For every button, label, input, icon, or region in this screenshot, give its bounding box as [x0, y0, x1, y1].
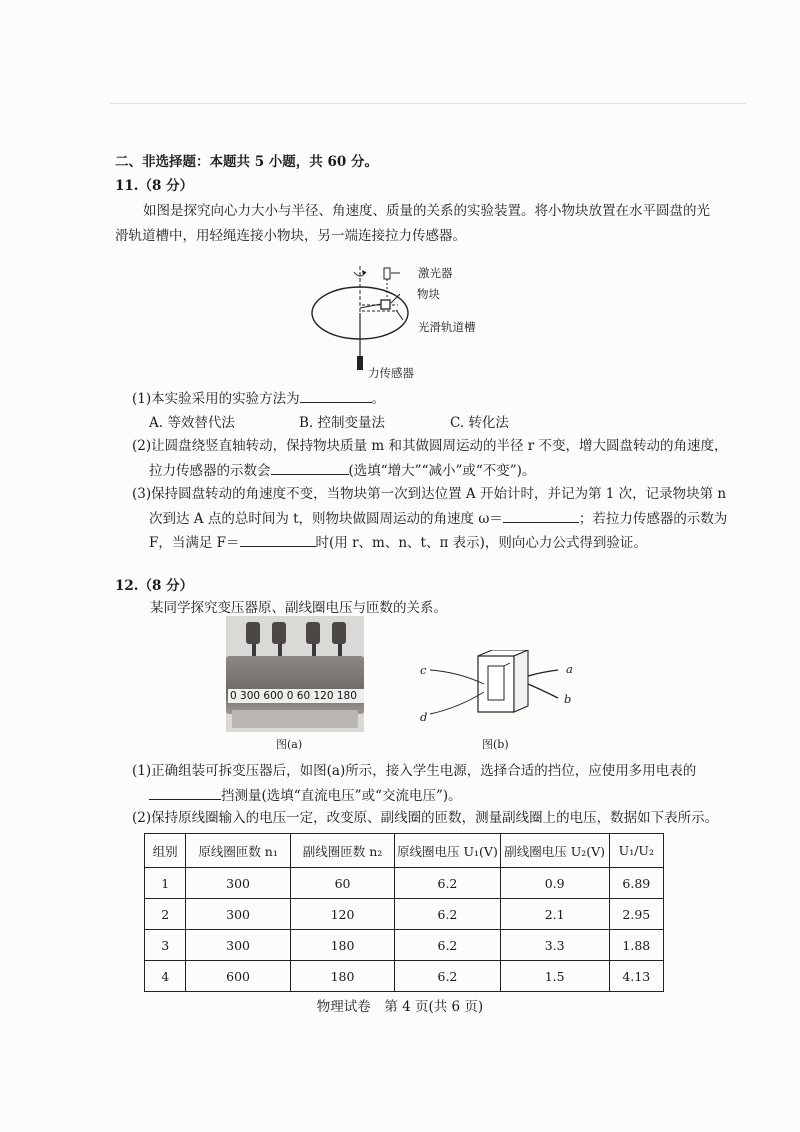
q12-intro: 某同学探究变压器原、副线圈电压与匝数的关系。 — [150, 600, 447, 616]
top-divider — [110, 103, 746, 104]
q11-part2-line2 — [149, 460, 535, 481]
q11-part2-line1: (2)让圆盘绕竖直轴转动，保持物块质量 m 和其做圆周运动的半径 r 不变，增大圆盘转动的角速度， — [132, 438, 728, 454]
q12-part1-text: 挡测量(选填“直流电压”或“交流电压”)。 — [221, 788, 462, 804]
answer-blank-5[interactable] — [149, 785, 221, 800]
q11-intro-line1: 如图是探究向心力大小与半径、角速度、质量的关系的实验装置。将小物块放置在水平圆盘的光 — [143, 203, 710, 219]
table-cell: 1.88 — [609, 930, 663, 961]
table-cell: 4 — [145, 961, 186, 992]
table-cell: 6.2 — [395, 868, 500, 899]
transformer-base — [232, 710, 358, 728]
q11-option-b: B. 控制变量法 — [299, 415, 386, 431]
groove-label: 光滑轨道槽 — [418, 320, 476, 334]
table-cell: 60 — [290, 868, 394, 899]
transformer-core — [226, 656, 364, 714]
table-row — [145, 961, 664, 992]
page-footer: 物理试卷 第 4 页(共 6 页) — [316, 999, 484, 1015]
table-row — [145, 930, 664, 961]
table-cell: 120 — [290, 899, 394, 930]
sensor-label: 力传感器 — [368, 366, 414, 380]
table-header: U₁/U₂ — [609, 834, 663, 868]
table-row — [145, 899, 664, 930]
table-header: 原线圈电压 U₁(V) — [395, 834, 500, 868]
fig-a-caption: 图(a) — [276, 738, 303, 751]
table-header: 组别 — [145, 834, 186, 868]
centripetal-apparatus-figure — [300, 258, 500, 383]
fig-b-label-d: d — [420, 710, 428, 724]
laser-label: 激光器 — [418, 266, 453, 280]
fig-b-label-c: c — [420, 663, 427, 677]
q12-number: 12.（8 分） — [115, 578, 194, 594]
table-cell: 3.3 — [500, 930, 609, 961]
table-cell: 6.89 — [609, 868, 663, 899]
section-header: 二、非选择题：本题共 5 小题，共 60 分。 — [115, 154, 378, 170]
q11-part1-end: 。 — [371, 391, 386, 407]
q11-part3-line1: (3)保持圆盘转动的角速度不变，当物块第一次到达位置 A 开始计时，并记为第 1 次，记录物块第 n — [132, 486, 727, 502]
q11-part1-text: (1)本实验采用的实验方法为 — [132, 391, 300, 407]
q11-part3-text-a: 次到达 A 点的总时间为 t，则物块做圆周运动的角速度 ω＝ — [149, 511, 503, 527]
q11-option-a: A. 等效替代法 — [149, 415, 235, 431]
q11-part3-line2 — [149, 508, 727, 529]
data-table — [144, 833, 664, 992]
table-row — [145, 868, 664, 899]
terminal-knob-icon — [246, 622, 260, 644]
transformer-core-diagram — [418, 650, 578, 730]
q11-part2-text: 拉力传感器的示数会 — [149, 463, 271, 479]
table-cell: 300 — [186, 899, 290, 930]
answer-blank-2[interactable] — [271, 460, 349, 475]
fig-b-label-b: b — [564, 692, 572, 706]
q11-part3-text-b: ；若拉力传感器的示数为 — [578, 511, 728, 527]
table-cell: 1.5 — [500, 961, 609, 992]
table-cell: 600 — [186, 961, 290, 992]
q11-part3-text-d: 时(用 r、m、n、t、π 表示)，则向心力公式得到验证。 — [315, 535, 647, 551]
table-cell: 3 — [145, 930, 186, 961]
fig-b-caption: 图(b) — [482, 738, 509, 751]
table-cell: 2.95 — [609, 899, 663, 930]
table-cell: 2 — [145, 899, 186, 930]
table-cell: 1 — [145, 868, 186, 899]
terminal-knob-icon — [332, 622, 346, 644]
answer-blank-3[interactable] — [503, 508, 579, 523]
turns-scale: 0 300 600 0 60 120 180 — [228, 689, 364, 703]
q12-part2: (2)保持原线圈输入的电压一定，改变原、副线圈的匝数，测量副线圈上的电压，数据如下表所示。 — [132, 810, 719, 826]
terminal-knob-icon — [306, 622, 320, 644]
table-header: 原线圈匝数 n₁ — [186, 834, 290, 868]
table-cell: 2.1 — [500, 899, 609, 930]
q12-part1-line2 — [149, 785, 462, 806]
terminal-knob-icon — [272, 622, 286, 644]
table-cell: 180 — [290, 961, 394, 992]
q12-part1-line1: (1)正确组装可拆变压器后，如图(a)所示，接入学生电源，选择合适的挡位，应使用多用电表的 — [132, 763, 697, 779]
table-header: 副线圈匝数 n₂ — [290, 834, 394, 868]
table-cell: 0.9 — [500, 868, 609, 899]
table-cell: 180 — [290, 930, 394, 961]
fig-b-label-a: a — [566, 662, 573, 676]
q11-part3-line3 — [149, 532, 647, 553]
q11-part1 — [132, 388, 385, 409]
table-cell: 6.2 — [395, 930, 500, 961]
table-cell: 6.2 — [395, 899, 500, 930]
transformer-photo — [226, 616, 364, 732]
table-cell: 300 — [186, 868, 290, 899]
q11-part2-options: (选填“增大”“减小”或“不变”)。 — [348, 463, 536, 479]
table-cell: 6.2 — [395, 961, 500, 992]
answer-blank-1[interactable] — [300, 388, 372, 403]
table-header: 副线圈电压 U₂(V) — [500, 834, 609, 868]
q11-option-c: C. 转化法 — [450, 415, 509, 431]
table-cell: 4.13 — [609, 961, 663, 992]
table-cell: 300 — [186, 930, 290, 961]
block-label: 物块 — [417, 287, 440, 301]
q11-number: 11.（8 分） — [115, 178, 194, 194]
table-header-row — [145, 834, 664, 868]
q11-part3-text-c: F，当满足 F＝ — [149, 535, 240, 551]
q11-intro-line2: 滑轨道槽中，用轻绳连接小物块，另一端连接拉力传感器。 — [115, 228, 466, 244]
answer-blank-4[interactable] — [240, 532, 316, 547]
